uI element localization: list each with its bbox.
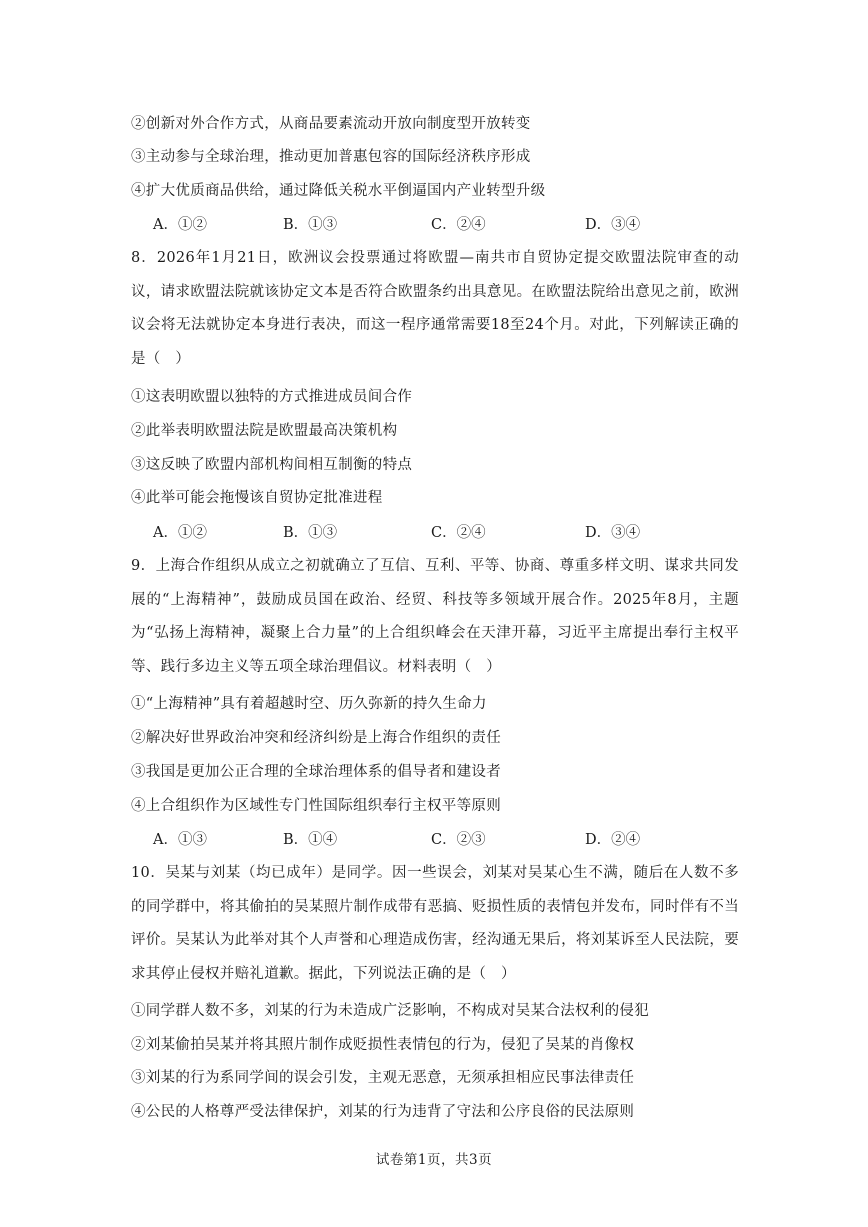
q8-item-1: ①这表明欧盟以独特的方式推进成员间合作 [131,389,413,405]
q7-option-a[interactable]: A．①② [153,217,207,233]
q7-item-4: ④扩大优质商品供给，通过降低关税水平倒逼国内产业转型升级 [131,183,546,199]
q10-item-4: ④公民的人格尊严受法律保护，刘某的行为违背了守法和公序良俗的民法原则 [131,1104,635,1120]
q9-item-1: ①“上海精神”具有着超越时空、历久弥新的持久生命力 [131,696,487,712]
q10-item-1: ①同学群人数不多，刘某的行为未造成广泛影响，不构成对吴某合法权利的侵犯 [131,1003,649,1019]
q9-option-c[interactable]: C．②③ [431,832,486,848]
page-footer: 试卷第1页，共3页 [375,1152,493,1168]
q9-item-4: ④上合组织作为区域性专门性国际组织奉行主权平等原则 [131,798,501,814]
q8-option-a[interactable]: A．①② [153,525,207,541]
q8-item-2: ②此举表明欧盟法院是欧盟最高决策机构 [131,423,398,439]
q9-option-b[interactable]: B．①④ [283,832,338,848]
q9-stem: 9．上海合作组织从成立之初就确立了互信、互利、平等、协商、尊重多样文明、谋求共同发展的“上海精神”，鼓励成员国在政治、经贸、科技等多领域开展合作。2025年8月，主题为“弘扬上海精神，凝聚上合力量”的上合组织峰会在天津开幕，习近平主席提出奉行主权平等、践行多边主义等五项全球治理倡议。材料表明（ ） [131,558,739,675]
q9-item-2: ②解决好世界政治冲突和经济纠纷是上海合作组织的责任 [131,730,501,746]
q7-item-3: ③主动参与全球治理，推动更加普惠包容的国际经济秩序形成 [131,149,531,165]
q8-stem: 8．2026年1月21日，欧洲议会投票通过将欧盟—南共市自贸协定提交欧盟法院审查的动议，请求欧盟法院就该协定文本是否符合欧盟条约出具意见。在欧盟法院给出意见之前，欧洲议会将无法就协定本身进行表决，而这一程序通常需要18至24个月。对此，下列解读正确的是（ ） [131,250,739,367]
q9-option-a[interactable]: A．①③ [153,832,207,848]
q7-item-2: ②创新对外合作方式，从商品要素流动开放向制度型开放转变 [131,116,531,132]
q7-option-b[interactable]: B．①③ [283,217,338,233]
q9-item-3: ③我国是更加公正合理的全球治理体系的倡导者和建设者 [131,764,501,780]
q10-item-3: ③刘某的行为系同学间的误会引发，主观无恶意，无须承担相应民事法律责任 [131,1070,635,1086]
q8-item-3: ③这反映了欧盟内部机构间相互制衡的特点 [131,457,413,473]
q7-option-c[interactable]: C．②④ [431,217,486,233]
q10-stem: 10．吴某与刘某（均已成年）是同学。因一些误会，刘某对吴某心生不满，随后在人数不多的同学群中，将其偷拍的吴某照片制作成带有恶搞、贬损性质的表情包并发布，同时伴有不当评价。吴某认为此举对其个人声誉和心理造成伤害，经沟通无果后，将刘某诉至人民法院，要求其停止侵权并赔礼道歉。据此，下列说法正确的是（ ） [131,865,739,982]
q10-item-2: ②刘某偷拍吴某并将其照片制作成贬损性表情包的行为，侵犯了吴某的肖像权 [131,1037,635,1053]
q8-option-c[interactable]: C．②④ [431,525,486,541]
q9-option-d[interactable]: D．②④ [585,832,641,848]
q8-option-b[interactable]: B．①③ [283,525,338,541]
q7-option-d[interactable]: D．③④ [585,217,641,233]
q8-option-d[interactable]: D．③④ [585,525,641,541]
q8-item-4: ④此举可能会拖慢该自贸协定批准进程 [131,490,383,506]
